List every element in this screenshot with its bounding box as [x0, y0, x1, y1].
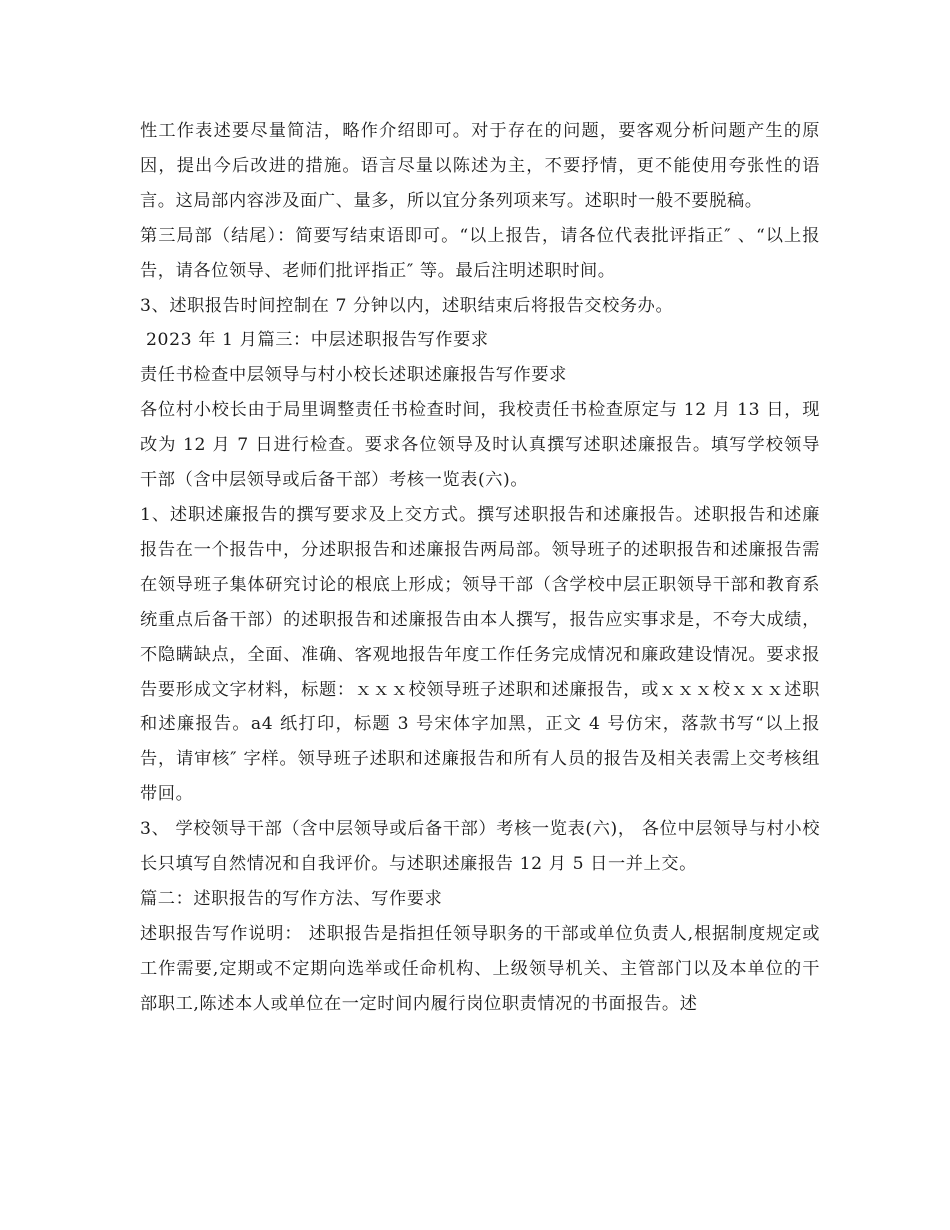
- paragraph-assessment-form: 3、 学校领导干部（含中层领导或后备干部）考核一览表(六)， 各位中层领导与村小校长只填写自然情况和自我评价。与述职述廉报告 12 月 5 日一并上交。: [140, 819, 820, 875]
- document-body: [140, 114, 820, 1022]
- section-heading-part-two: 篇二：述职报告的写作方法、写作要求: [140, 888, 443, 909]
- paragraph-schedule-change: 各位村小校长由于局里调整责任书检查时间，我校责任书检查原定与 12 月 13 日，现改为 12 月 7 日进行检查。要求各位领导及时认真撰写述职述廉报告。填写学校领导干部（含中层领导或后备干部）考核一览表(六)。: [140, 400, 820, 491]
- paragraph-intro-continuation: 性工作表述要尽量简洁，略作介绍即可。对于存在的问题，要客观分析问题产生的原因，提出今后改进的措施。语言尽量以陈述为主，不要抒情，更不能使用夸张性的语言。这局部内容涉及面广、量多，所以宜分条列项来写。述职时一般不要脱稿。: [140, 121, 820, 211]
- paragraph-report-explanation: 述职报告写作说明： 述职报告是指担任领导职务的干部或单位负责人,根据制度规定或工作需要,定期或不定期向选举或任命机构、上级领导机关、主管部门以及本单位的干部职工,陈述本人或单位在一定时间内履行岗位职责情况的书面报告。述: [140, 923, 820, 1014]
- paragraph-time-limit: 3、述职报告时间控制在 7 分钟以内，述职结束后将报告交校务办。: [140, 295, 674, 316]
- paragraph-part-three-ending: 第三局部（结尾）：简要写结束语即可。“以上报告，请各位代表批评指正″ 、“以上报告，请各位领导、老师们批评指正″ 等。最后注明述职时间。: [140, 225, 820, 281]
- section-title-requirements: 责任书检查中层领导与村小校长述职述廉报告写作要求: [140, 365, 567, 386]
- paragraph-writing-requirements: 1、述职述廉报告的撰写要求及上交方式。撰写述职报告和述廉报告。述职报告和述廉报告在一个报告中，分述职报告和述廉报告两局部。领导班子的述职报告和述廉报告需在领导班子集体研究讨论的根底上形成；领导干部（含学校中层正职领导干部和教育系统重点后备干部）的述职报告和述廉报告由本人撰写，报告应实事求是，不夸大成绩，不隐瞒缺点，全面、准确、客观地报告年度工作任务完成情况和廉政建设情况。要求报告要形成文字材料，标题：ｘｘｘ校领导班子述职和述廉报告，或ｘｘｘ校ｘｘｘ述职和述廉报告。a4 纸打印，标题 3 号宋体字加黑，正文 4 号仿宋，落款书写“以上报告，请审核″ 字样。领导班子述职和述廉报告和所有人员的报告及相关表需上交考核组带回。: [140, 504, 820, 805]
- section-heading-part-three: 2023 年 1 月篇三：中层述职报告写作要求: [146, 330, 489, 351]
